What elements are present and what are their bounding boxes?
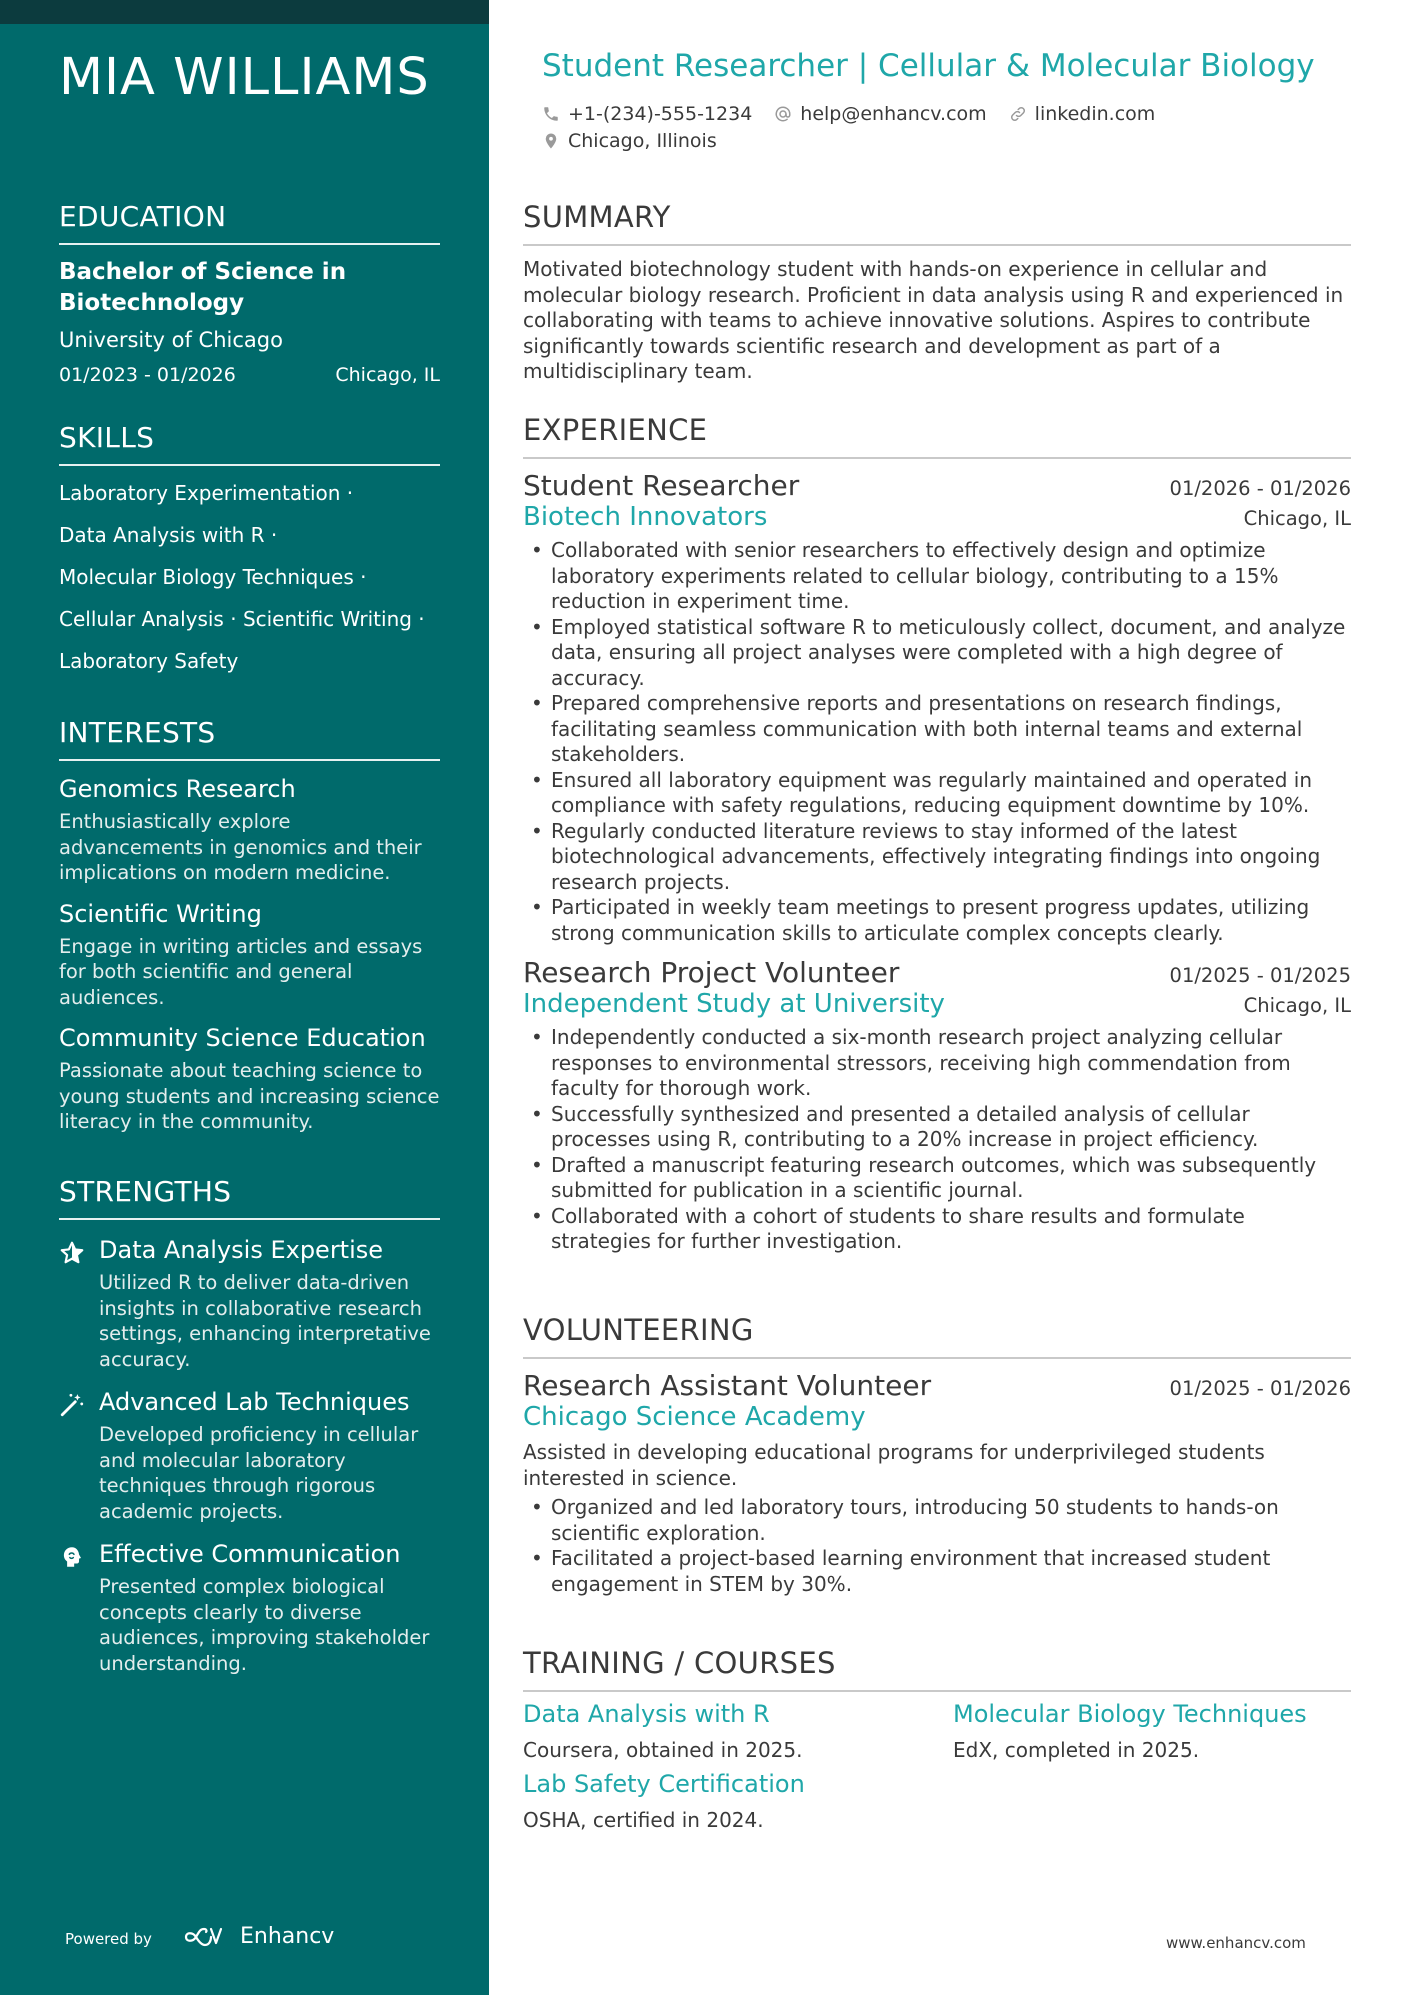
skill-item: Molecular Biology Techniques <box>59 565 354 589</box>
contact-phone[interactable] <box>542 103 752 125</box>
job-location: Chicago, IL <box>1243 994 1351 1017</box>
job-location: Chicago, IL <box>1243 507 1351 530</box>
magic-wand-icon <box>59 1392 85 1418</box>
linkedin-url: linkedin.com <box>1034 102 1156 125</box>
headline: Student Researcher | Cellular & Molecular Biology <box>542 48 1315 84</box>
volunteer-dates: 01/2025 - 01/2026 <box>1169 1377 1351 1400</box>
contact-info <box>542 100 1155 154</box>
bullet-item: • Successfully synthesized and presented a detailed analysis of cellular processes using R, contributing to a 20% increase in project efficiency. <box>523 1102 1351 1153</box>
bullet-item: • Regularly conducted literature reviews to stay informed of the latest biotechnological advancements, effectively integrating findings into ongoing research projects. <box>523 819 1351 896</box>
footer-url[interactable]: www.enhancv.com <box>1166 1934 1306 1952</box>
brain-icon <box>59 1544 85 1570</box>
skill-item: Laboratory Safety <box>59 649 239 673</box>
education-meta <box>59 364 440 386</box>
course-item <box>523 1770 953 1832</box>
course-item <box>953 1700 1351 1762</box>
course-title: Molecular Biology Techniques <box>953 1700 1307 1728</box>
skill-item: Data Analysis with R <box>59 523 265 547</box>
education-section <box>59 200 440 386</box>
phone-icon <box>542 105 560 123</box>
course-grid <box>523 1700 1351 1832</box>
interest-item <box>59 1024 440 1135</box>
strength-item <box>59 1540 440 1676</box>
job-title: Research Project Volunteer <box>523 956 900 989</box>
brand-name: Enhancv <box>240 1924 335 1949</box>
bullet-item: • Organized and led laboratory tours, introducing 50 students to hands-on scientific exploration. <box>523 1495 1351 1546</box>
bullet-item: • Employed statistical software R to meticulously collect, document, and analyze data, ensuring all project analyses were completed with a high degree of accuracy. <box>523 615 1351 692</box>
training-heading: TRAINING / COURSES <box>523 1646 1351 1692</box>
bullet-item: • Prepared comprehensive reports and presentations on research findings, facilitating seamless communication with both internal teams and external stakeholders. <box>523 691 1351 768</box>
strengths-section <box>59 1175 440 1676</box>
interest-item <box>59 775 440 886</box>
education-degree: Bachelor of Science in Biotechnology <box>59 259 347 316</box>
experience-section <box>523 413 1351 1255</box>
training-section <box>523 1646 1351 1832</box>
bullet-item: • Collaborated with senior researchers to effectively design and optimize laboratory experiments related to cellular biology, contributing to a 15% reduction in experiment time. <box>523 538 1351 615</box>
education-school: University of Chicago <box>59 328 283 352</box>
course-item <box>523 1700 953 1762</box>
interest-title: Scientific Writing <box>59 899 262 928</box>
at-sign-icon <box>774 105 792 123</box>
location-text: Chicago, Illinois <box>568 129 717 152</box>
volunteer-organization: Chicago Science Academy <box>523 1402 866 1432</box>
job-bullets <box>523 538 1351 946</box>
location-pin-icon <box>542 132 560 150</box>
education-location: Chicago, IL <box>335 364 440 386</box>
job-bullets <box>523 1025 1351 1255</box>
job-organization: Biotech Innovators <box>523 502 768 532</box>
candidate-name: MIA WILLIAMS <box>59 48 430 107</box>
contact-location <box>542 130 717 152</box>
strength-item <box>59 1388 440 1524</box>
bullet-item: • Independently conducted a six-month research project analyzing cellular responses to environmental stressors, receiving high commendation from faculty for thorough work. <box>523 1025 1351 1102</box>
interest-desc: Passionate about teaching science to young students and increasing science literacy in the community. <box>59 1059 440 1133</box>
job-dates: 01/2025 - 01/2025 <box>1169 964 1351 987</box>
skill-item: Scientific Writing <box>242 607 412 631</box>
strength-desc: Presented complex biological concepts clearly to diverse audiences, improving stakeholder understanding. <box>99 1575 430 1675</box>
bullet-item: • Drafted a manuscript featuring research outcomes, which was subsequently submitted for publication in a scientific journal. <box>523 1153 1351 1204</box>
strength-desc: Developed proficiency in cellular and molecular laboratory techniques through rigorous academic projects. <box>99 1423 419 1523</box>
phone-number: +1-(234)-555-1234 <box>568 102 753 125</box>
strengths-heading: STRENGTHS <box>59 1175 440 1220</box>
skills-heading: SKILLS <box>59 421 440 466</box>
skills-section <box>59 421 440 682</box>
skill-item: Laboratory Experimentation <box>59 481 341 505</box>
strength-title: Advanced Lab Techniques <box>99 1388 410 1416</box>
interest-desc: Enthusiastically explore advancements in genomics and their implications on modern medicine. <box>59 810 422 884</box>
job-title: Student Researcher <box>523 469 800 502</box>
bullet-item: • Participated in weekly team meetings to present progress updates, utilizing strong communication skills to articulate complex concepts clearly. <box>523 895 1351 946</box>
education-dates: 01/2023 - 01/2026 <box>59 364 236 386</box>
enhancv-logo[interactable] <box>184 1924 334 1949</box>
course-title: Lab Safety Certification <box>523 1770 805 1798</box>
email-address: help@enhancv.com <box>800 102 987 125</box>
course-provider: EdX, completed in 2025. <box>953 1738 1200 1762</box>
volunteer-entry <box>523 1369 1351 1597</box>
interests-section <box>59 716 440 1135</box>
volunteering-section <box>523 1313 1351 1597</box>
job-entry <box>523 469 1351 946</box>
volunteer-title: Research Assistant Volunteer <box>523 1369 932 1402</box>
interest-desc: Engage in writing articles and essays for both scientific and general audiences. <box>59 934 423 1009</box>
job-dates: 01/2026 - 01/2026 <box>1169 477 1351 500</box>
job-entry <box>523 956 1351 1255</box>
education-heading: EDUCATION <box>59 200 440 245</box>
powered-by-label: Powered by <box>65 1930 152 1948</box>
bullet-item: • Ensured all laboratory equipment was regularly maintained and operated in compliance with safety regulations, reducing equipment downtime by 10%. <box>523 768 1351 819</box>
interest-item <box>59 900 440 1011</box>
contact-linkedin[interactable] <box>1009 103 1156 125</box>
link-icon <box>1009 105 1027 123</box>
strength-item <box>59 1236 440 1372</box>
skill-item: Cellular Analysis <box>59 607 224 631</box>
strength-title: Data Analysis Expertise <box>99 1236 384 1264</box>
bullet-item: • Collaborated with a cohort of students to share results and formulate strategies for further investigation. <box>523 1204 1351 1255</box>
summary-text: Motivated biotechnology student with hands-on experience in cellular and molecular biology research. Proficient in data analysis using R and experienced in collaborating with teams to achieve innovative solutions. Aspires to contribute significantly towards scientific research and development as part of a multidisciplinary team. <box>523 257 1344 383</box>
course-provider: OSHA, certified in 2024. <box>523 1808 764 1832</box>
volunteer-intro: Assisted in developing educational programs for underprivileged students interested in science. <box>523 1440 1265 1490</box>
summary-section <box>523 200 1351 385</box>
summary-heading: SUMMARY <box>523 200 1351 246</box>
experience-heading: EXPERIENCE <box>523 413 1351 459</box>
strength-desc: Utilized R to deliver data-driven insights in collaborative research settings, enhancing interpretative accuracy. <box>99 1271 431 1371</box>
sidebar-top-bar <box>0 0 489 24</box>
sidebar <box>0 0 489 1995</box>
volunteering-heading: VOLUNTEERING <box>523 1313 1351 1359</box>
course-title: Data Analysis with R <box>523 1700 770 1728</box>
contact-email[interactable] <box>774 103 986 125</box>
skills-list: Laboratory Experimentation · Data Analysis with R · Molecular Biology Techniques · Cellular Analysis · Scientific Writing · Laboratory Safety <box>59 481 425 673</box>
star-icon <box>59 1240 85 1266</box>
interest-title: Genomics Research <box>59 775 296 803</box>
job-organization: Independent Study at University <box>523 989 945 1019</box>
volunteer-bullets <box>523 1495 1351 1597</box>
bullet-item: • Facilitated a project-based learning environment that increased student engagement in STEM by 30%. <box>523 1546 1351 1597</box>
interest-title: Community Science Education <box>59 1024 426 1052</box>
strength-title: Effective Communication <box>99 1540 401 1568</box>
infinity-logo-icon <box>184 1925 230 1949</box>
interests-heading: INTERESTS <box>59 716 440 761</box>
course-provider: Coursera, obtained in 2025. <box>523 1738 803 1762</box>
